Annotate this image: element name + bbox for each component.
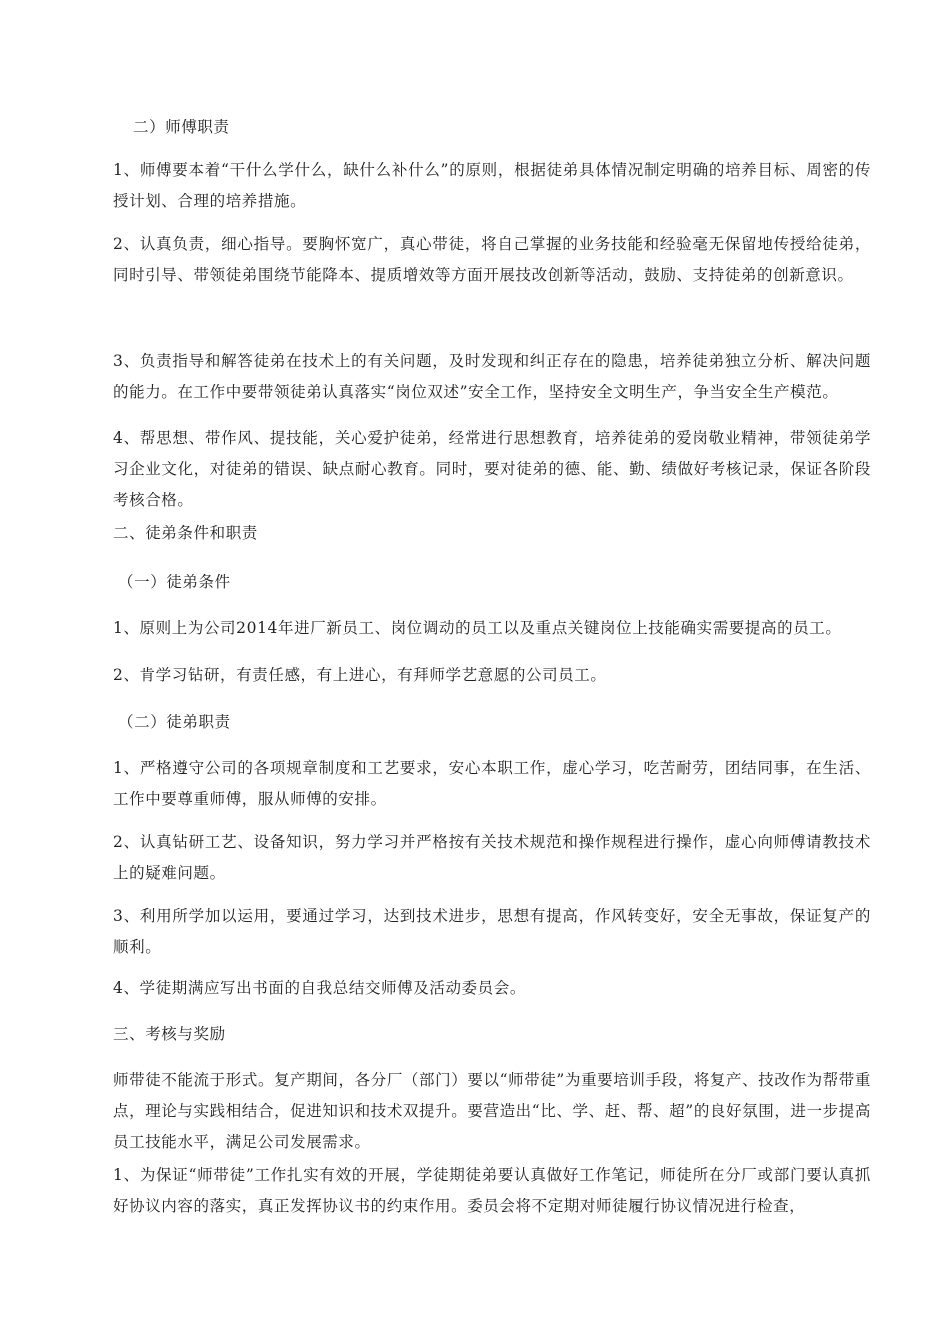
paragraph-apprentice-duty-1: 1、严格遵守公司的各项规章制度和工艺要求，安心本职工作，虚心学习，吃苦耐劳，团结同事，在生活、工作中要尊重师傅，服从师傅的安排。 xyxy=(113,759,871,808)
paragraph-apprentice-duty-2: 2、认真钻研工艺、设备知识，努力学习并严格按有关技术规范和操作规程进行操作，虚心向师傅请教技术上的疑难问题。 xyxy=(113,833,871,882)
paragraph-assessment-intro: 师带徒不能流于形式。复产期间，各分厂（部门）要以“师带徒”为重要培训手段，将复产、技改作为帮带重点，理论与实践相结合，促进知识和技术双提升。要营造出“比、学、赶、帮、超”的良好氛围，进一步提高员工技能水平，满足公司发展需求。 xyxy=(113,1071,871,1151)
paragraph-mentor-duty-1: 1、师傅要本着“干什么学什么，缺什么补什么”的原则，根据徒弟具体情况制定明确的培养目标、周密的传授计划、合理的培养措施。 xyxy=(113,161,871,210)
subheading-apprentice-conditions: （一）徒弟条件 xyxy=(118,573,231,591)
paragraph-apprentice-duty-3: 3、利用所学加以运用，要通过学习，达到技术进步，思想有提高，作风转变好，安全无事故，保证复产的顺利。 xyxy=(113,907,871,956)
paragraph-mentor-duty-4: 4、帮思想、带作风、提技能，关心爱护徒弟，经常进行思想教育，培养徒弟的爱岗敬业精神，带领徒弟学习企业文化，对徒弟的错误、缺点耐心教育。同时，要对徒弟的德、能、勤、绩做好考核记录，保证各阶段考核合格。 xyxy=(113,429,871,509)
paragraph-apprentice-duty-4: 4、学徒期满应写出书面的自我总结交师傅及活动委员会。 xyxy=(113,979,526,997)
paragraph-mentor-duty-3: 3、负责指导和解答徒弟在技术上的有关问题，及时发现和纠正存在的隐患，培养徒弟独立分析、解决问题的能力。在工作中要带领徒弟认真落实“岗位双述”安全工作，坚持安全文明生产，争当安全生产模范。 xyxy=(113,352,871,401)
subheading-apprentice-duties: （二）徒弟职责 xyxy=(118,713,231,731)
paragraph-mentor-duty-2: 2、认真负责，细心指导。要胸怀宽广，真心带徒，将自己掌握的业务技能和经验毫无保留地传授给徒弟，同时引导、带领徒弟围绕节能降本、提质增效等方面开展技改创新等活动，鼓励、支持徒弟的创新意识。 xyxy=(113,235,871,284)
paragraph-condition-2: 2、肯学习钻研，有责任感，有上进心，有拜师学艺意愿的公司员工。 xyxy=(113,666,607,684)
paragraph-condition-1: 1、原则上为公司2014年进厂新员工、岗位调动的员工以及重点关键岗位上技能确实需要提高的员工。 xyxy=(113,619,842,637)
section-heading-assessment: 三、考核与奖励 xyxy=(113,1025,226,1043)
section-heading-mentor-duties: 二）师傅职责 xyxy=(133,118,230,136)
section-heading-apprentice: 二、徒弟条件和职责 xyxy=(113,524,258,542)
paragraph-assessment-1: 1、为保证“师带徒”工作扎实有效的开展，学徒期徒弟要认真做好工作笔记，师徒所在分厂或部门要认真抓好协议内容的落实，真正发挥协议书的约束作用。委员会将不定期对师徒履行协议情况进行检查， xyxy=(113,1166,871,1215)
